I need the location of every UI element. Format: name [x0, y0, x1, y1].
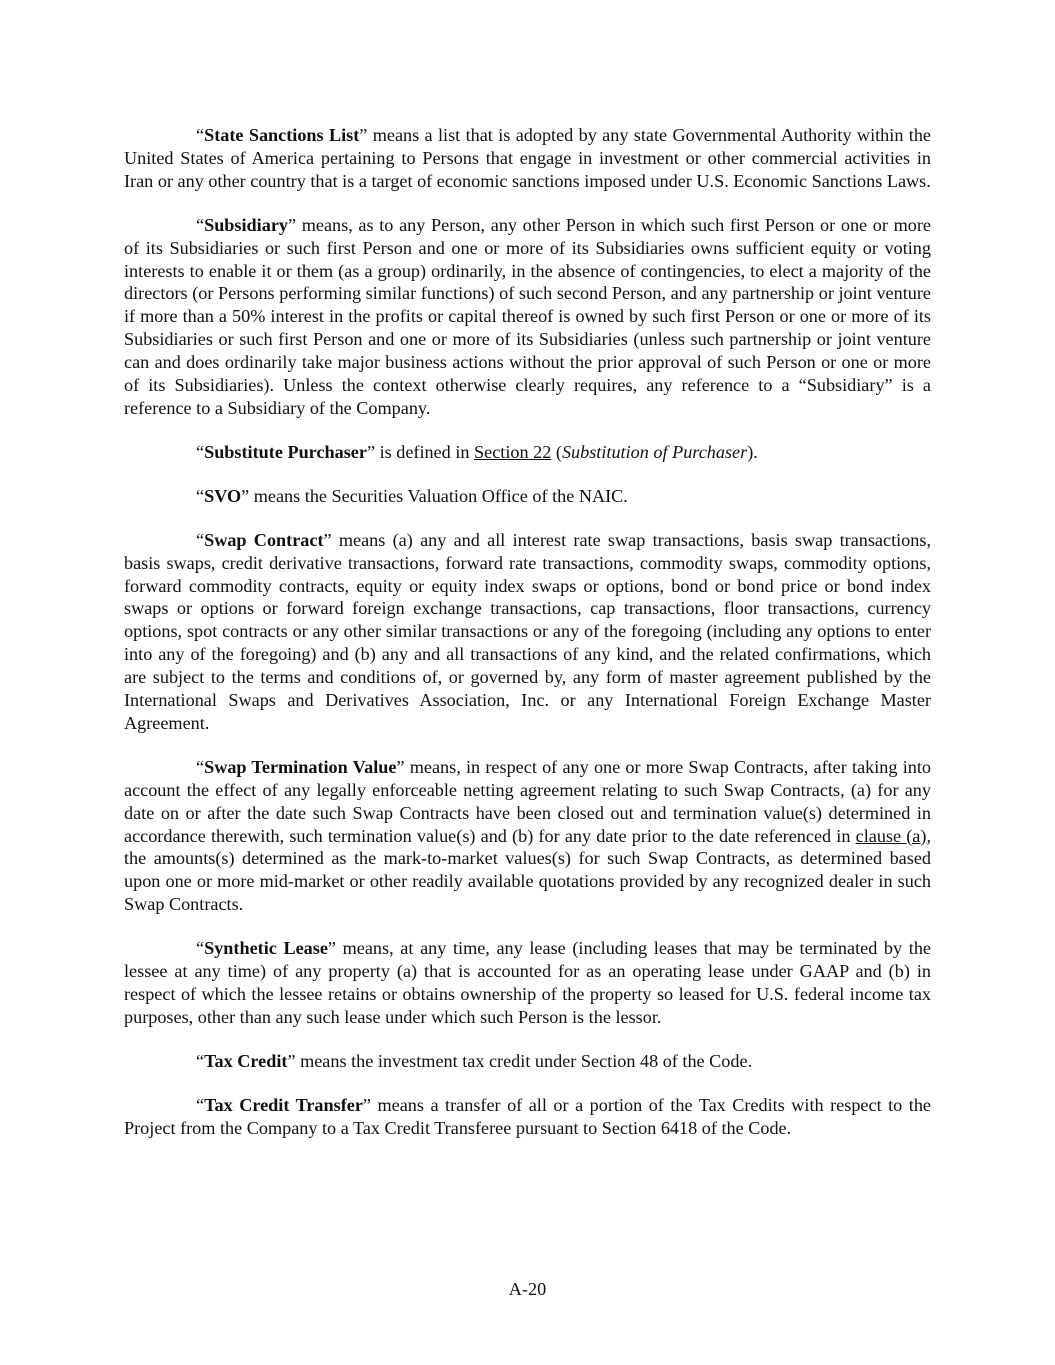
definition-synthetic-lease: “Synthetic Lease” means, at any time, any lease (including leases that may be terminated by the lessee at any time) of any property (a) that is accounted for as an operating lease under GAAP and (b) in respect of which the lessee retains or obtains ownership of the property so leased for U.S. federal income tax purposes, other than any such lease under which such Person is the lessor.: [124, 938, 931, 1027]
definition-swap-termination-value: “Swap Termination Value” means, in respect of any one or more Swap Contracts, after taking into account the effect of any legally enforceable netting agreement relating to such Swap Contracts, (a) for any date on or after the date such Swap Contracts have been closed out and termination value(s) determined in accordance therewith, such termination value(s) and (b) for any date prior to the date referenced in clause (a), the amounts(s) determined as the mark-to-market values(s) for such Swap Contracts, as determined based upon one or more mid-market or other readily available quotations provided by any recognized dealer in such Swap Contracts.: [124, 756, 932, 915]
section-reference: Section 22: [474, 441, 552, 462]
defined-term: Subsidiary: [204, 214, 288, 235]
page-number: A-20: [508, 1279, 547, 1299]
definition-svo: “SVO” means the Securities Valuation Office of the NAIC.: [196, 485, 628, 506]
definition-tax-credit-transfer: “Tax Credit Transfer” means a transfer of all or a portion of the Tax Credits with respect to the Project from the Company to a Tax Credit Transferee pursuant to Section 6418 of the Code.: [124, 1094, 931, 1138]
definition-text: means, at any time, any lease (including leases that may be terminated by the lessee at any time) of any property (a) that is accounted for as an operating lease under GAAP and (b) in respect of which the lessee retains or obtains ownership of the property so leased for U.S. federal income tax purposes, other than any such lease under which such Person is the lessor.: [124, 938, 931, 1027]
clause-reference: clause (a): [855, 825, 927, 846]
section-title-italic: Substitution of Purchaser: [561, 441, 748, 462]
definition-text: means, as to any Person, any other Person in which such first Person or one or more of its Subsidiaries or such first Person and one or more of its Subsidiaries owns sufficient equity or voting interests to enable it or them (as a group) ordinarily, in the absence of contingencies, to elect a majority of the directors (or Persons performing similar functions) of such second Person, and any partnership or joint venture if more than a 50% interest in the profits or capital thereof is owned by such first Person or one or more of its Subsidiaries or such first Person and one or more of its Subsidiaries (unless such partnership or joint venture can and does ordinarily take major business actions without the prior approval of such Person or one or more of its Subsidiaries). Unless the context otherwise clearly requires, any reference to a “Subsidiary” is a reference to a Subsidiary of the Company.: [124, 214, 931, 418]
definition-state-sanctions-list: “State Sanctions List” means a list that is adopted by any state Governmental Authority within the United States of America pertaining to Persons that engage in investment or other commercial activities in Iran or any other country that is a target of economic sanctions imposed under U.S. Economic Sanctions Laws.: [124, 125, 931, 191]
defined-term: Tax Credit: [204, 1050, 288, 1071]
defined-term: SVO: [204, 485, 242, 506]
defined-term: Tax Credit Transfer: [204, 1094, 363, 1115]
definition-text: means a transfer of all or a portion of the Tax Credits with respect to the Project from the Company to a Tax Credit Transferee pursuant to Section 6418 of the Code.: [124, 1094, 931, 1138]
defined-term: State Sanctions List: [204, 125, 360, 145]
definition-substitute-purchaser: “Substitute Purchaser” is defined in Section 22 (Substitution of Purchaser).: [196, 441, 758, 462]
definition-tax-credit: “Tax Credit” means the investment tax credit under Section 48 of the Code.: [196, 1050, 753, 1071]
definition-text: means a list that is adopted by any state Governmental Authority within the United States of America pertaining to Persons that engage in investment or other commercial activities in Iran or any other country that is a target of economic sanctions imposed under U.S. Economic Sanctions Laws.: [124, 125, 931, 191]
definition-swap-contract: “Swap Contract” means (a) any and all interest rate swap transactions, basis swap transactions, basis swaps, credit derivative transactions, forward rate transactions, commodity swaps, commodity options, forward commodity contracts, equity or equity index swaps or options, bond or bond price or bond index swaps or options or forward foreign exchange transactions, cap transactions, floor transactions, currency options, spot contracts or any other similar transactions or any of the foregoing (including any options to enter into any of the foregoing) and (b) any and all transactions of any kind, and the related confirmations, which are subject to the terms and conditions of, or governed by, any form of master agreement published by the International Swaps and Derivatives Association, Inc. or any International Foreign Exchange Master Agreement.: [124, 529, 931, 733]
defined-term: Synthetic Lease: [204, 938, 328, 959]
document-body: [124, 124, 931, 1161]
definition-text: means the Securities Valuation Office of the NAIC.: [249, 485, 628, 506]
definition-subsidiary: “Subsidiary” means, as to any Person, any other Person in which such first Person or one or more of its Subsidiaries or such first Person and one or more of its Subsidiaries owns sufficient equity or voting interests to enable it or them (as a group) ordinarily, in the absence of contingencies, to elect a majority of the directors (or Persons performing similar functions) of such second Person, and any partnership or joint venture if more than a 50% interest in the profits or capital thereof is owned by such first Person or one or more of its Subsidiaries or such first Person and one or more of its Subsidiaries (unless such partnership or joint venture can and does ordinarily take major business actions without the prior approval of such Person or one or more of its Subsidiaries). Unless the context otherwise clearly requires, any reference to a “Subsidiary” is a reference to a Subsidiary of the Company.: [124, 214, 931, 418]
defined-term: Swap Contract: [204, 529, 324, 550]
defined-term: Swap Termination Value: [204, 756, 397, 777]
definition-text: means the investment tax credit under Section 48 of the Code.: [295, 1050, 753, 1071]
definition-text: is defined in: [375, 441, 475, 462]
defined-term: Substitute Purchaser: [204, 441, 367, 462]
definition-text: means (a) any and all interest rate swap transactions, basis swap transactions, basis swaps, credit derivative transactions, forward rate transactions, commodity swaps, commodity options, forward commodity contracts, equity or equity index swaps or options, bond or bond price or bond index swaps or options or forward foreign exchange transactions, cap transactions, floor transactions, currency options, spot contracts or any other similar transactions or any of the foregoing (including any options to enter into any of the foregoing) and (b) any and all transactions of any kind, and the related confirmations, which are subject to the terms and conditions of, or governed by, any form of master agreement published by the International Swaps and Derivatives Association, Inc. or any International Foreign Exchange Master Agreement.: [124, 529, 931, 733]
definition-text: means, in respect of any one or more Swap Contracts, after taking into account the effect of any legally enforceable netting agreement relating to such Swap Contracts, (a) for any date on or after the date such Swap Contracts have been closed out and termination value(s) determined in accordance therewith, such termination value(s) and (b) for any date prior to the date referenced in: [124, 756, 932, 846]
